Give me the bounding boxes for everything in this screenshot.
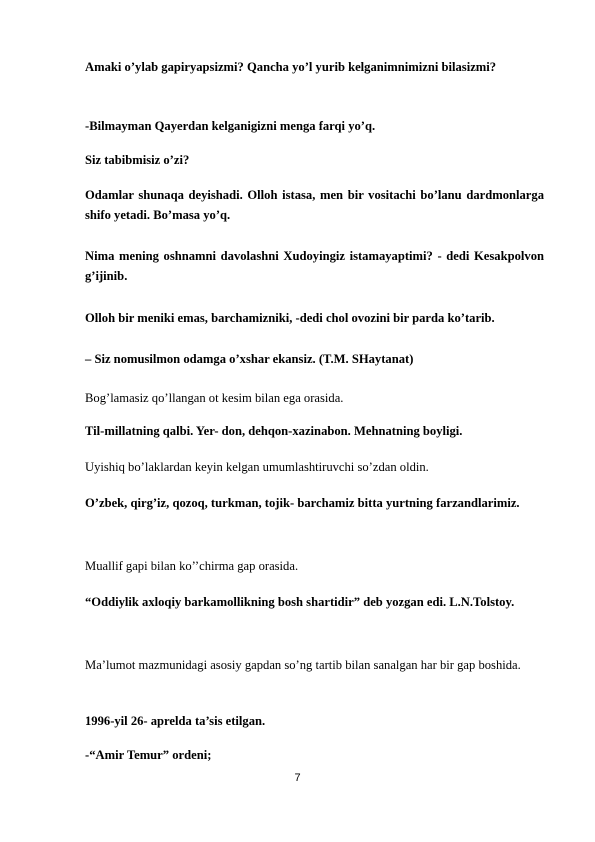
paragraph-answer: -Bilmayman Qayerdan kelganigizni menga farqi yo’q. [85, 119, 376, 133]
paragraph-example-2: O’zbek, qirg’iz, qozoq, turkman, tojik- barchamiz bitta yurtning farzandlarimiz. [85, 496, 520, 510]
page-number: 7 [294, 772, 301, 784]
paragraph-example-5: -“Amir Temur” ordeni; [85, 748, 212, 762]
paragraph-rule-4: Ma’lumot mazmunidagi asosiy gapdan so’ng tartib bilan sanalgan har bir gap boshida. [85, 658, 521, 672]
paragraph-example-1: Til-millatning qalbi. Yer- don, dehqon-xazinabon. Mehnatning boyligi. [85, 424, 463, 438]
paragraph-olloh: Olloh bir meniki emas, barchamizniki, -dedi chol ovozini bir parda ko’tarib. [85, 311, 495, 325]
paragraph-rule-3: Muallif gapi bilan ko’’chirma gap orasida. [85, 559, 299, 573]
paragraph-tabib-question: Siz tabibmisiz o’zi? [85, 153, 190, 167]
paragraph-rule-1: Bog’lamasiz qo’llangan ot kesim bilan ega orasida. [85, 391, 344, 405]
paragraph-question: Amaki o’ylab gapiryapsizmi? Qancha yo’l yurib kelganimnimizni bilasizmi? [85, 60, 497, 74]
paragraph-rule-2: Uyishiq bo’laklardan keyin kelgan umumlashtiruvchi so’zdan oldin. [85, 460, 429, 474]
paragraph-example-3: “Oddiylik axloqiy barkamollikning bosh shartidir” deb yozgan edi. L.N.Tolstoy. [85, 595, 515, 609]
paragraph-citation: – Siz nomusilmon odamga o’xshar ekansiz. (T.M. SHaytanat) [85, 352, 414, 366]
paragraph-kesakpolvon: Nima mening oshnamni davolashni Xudoyingiz istamayaptimi? - dedi Kesakpolvon g’ijinib. [85, 249, 544, 283]
paragraph-example-4: 1996-yil 26- aprelda ta’sis etilgan. [85, 714, 266, 728]
paragraph-tabib-answer: Odamlar shunaqa deyishadi. Olloh istasa, men bir vositachi bo’lanu dardmonlarga shifo yetadi. Bo’masa yo’q. [85, 188, 544, 222]
